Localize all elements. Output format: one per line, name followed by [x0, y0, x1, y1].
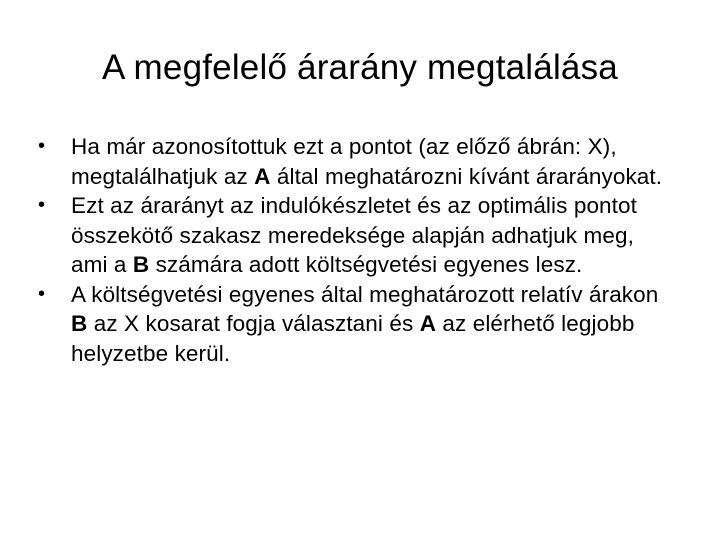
bullet-list — [36, 132, 676, 368]
bold-letter: A — [419, 311, 437, 336]
bullet-marker: • — [38, 194, 46, 216]
slide-title: A megfelelő árarány megtalálása — [102, 48, 618, 87]
bullet-text: Ha már azonosítottuk ezt a pontot (az előző ábrán: X), megtalálhatjuk az — [71, 134, 617, 189]
bullet-text: számára adott költségvetési egyenes lesz. — [149, 252, 583, 277]
bold-letter: B — [71, 311, 88, 336]
bullet-text: A költségvetési egyenes által meghatározott relatív árakon — [71, 281, 659, 307]
bullet-item-2 — [36, 191, 676, 280]
bold-letter: B — [132, 252, 150, 277]
bullet-item-1 — [36, 132, 676, 191]
bullet-item-3 — [36, 280, 676, 369]
bullet-text: az X kosarat fogja választani és — [87, 311, 420, 336]
bullet-marker: • — [38, 282, 46, 305]
bullet-marker: • — [38, 135, 46, 157]
bullet-text: Ezt az árarányt az indulókészletet és az optimális pontot összekötő szakasz meredeksége alapján adhatjuk meg, ami a — [71, 193, 637, 277]
bullet-text: által meghatározni kívánt árarányokat. — [270, 163, 663, 189]
bold-letter: A — [254, 163, 271, 189]
bullet-text: az elérhető legjobb helyzetbe kerül. — [71, 311, 635, 366]
